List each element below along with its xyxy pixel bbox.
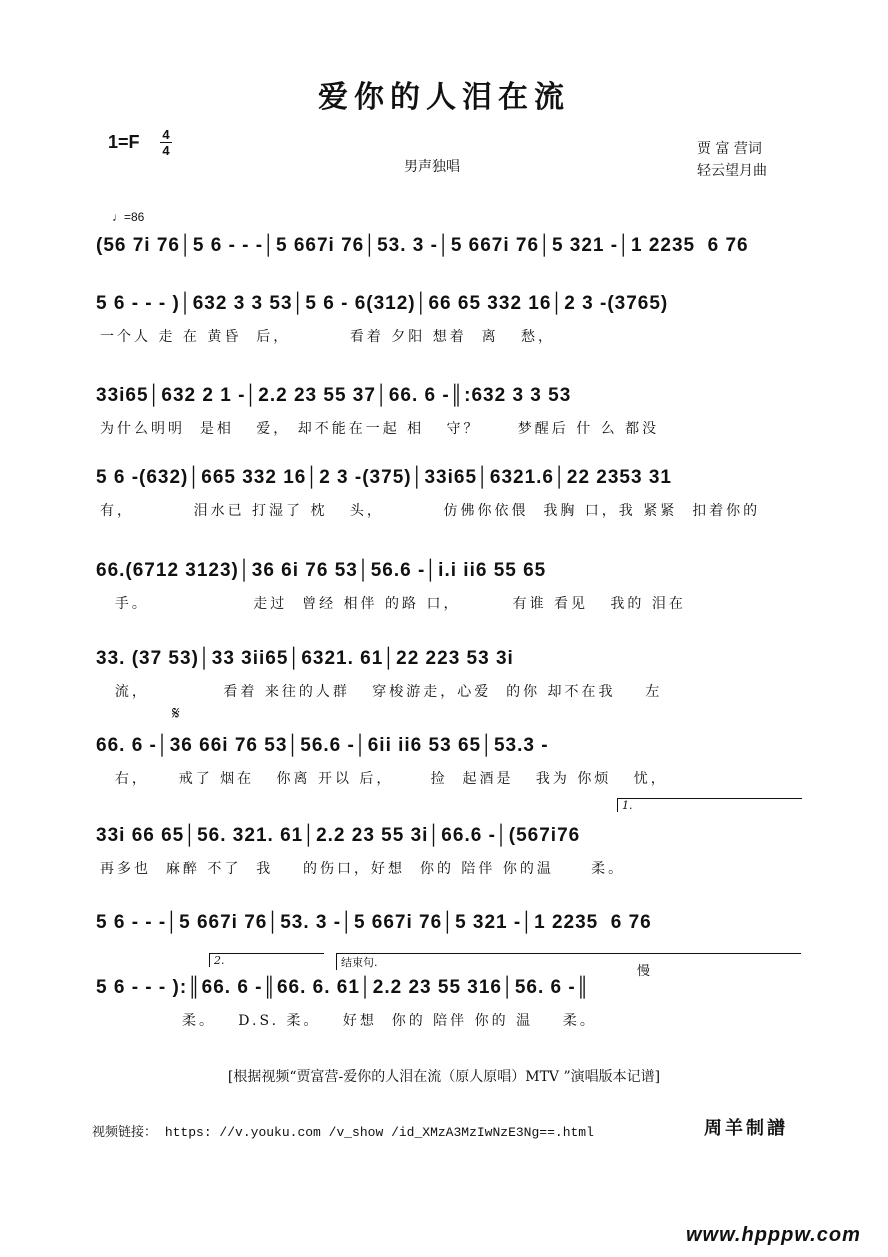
transcriber-signature: 周羊制譜: [704, 1118, 788, 1139]
staff-3: [96, 378, 808, 438]
staff-4: [96, 460, 808, 520]
video-link: [92, 1121, 594, 1140]
staff-lyrics: 柔。 D.S. 柔。 好想 你的 陪伴 你的 温 柔。: [100, 1013, 597, 1029]
staff-6: [96, 641, 808, 701]
staff-notes: 66.(6712 3123)│36 6i 76 53│56.6 -│i.i ii6 55 65: [96, 560, 547, 581]
staff-notes: 66. 6 -│36 66i 76 53│56.6 -│6ii ii6 53 65│53.3 -: [96, 735, 549, 756]
staff-lyrics: 再多也 麻醉 不了 我 的伤口，好想 你的 陪伴 你的温 柔。: [100, 861, 626, 877]
staff-lyrics: 为什么明明 是相 爱， 却不能在一起 相 守？ 梦醒后 什 么 都没: [100, 421, 660, 437]
credits: [697, 138, 767, 182]
staff-lyrics: 有， 泪水已 打湿了 枕 头， 仿佛你依偎 我胸 口，我 紧紧 扣着你的: [100, 503, 761, 519]
volta-2: 2.: [209, 953, 324, 967]
site-watermark: www.hpppw.com: [686, 1224, 861, 1246]
staff-8: [96, 818, 808, 878]
staff-lyrics: 手。 走过 曾经 相伴 的路 口， 有谁 看见 我的 泪在: [100, 596, 686, 612]
staff-notes: 33i65│632 2 1 -│2.2 23 55 37│66. 6 -║:632 3 3 53: [96, 385, 572, 406]
volta-1: 1.: [617, 798, 802, 812]
time-numerator: 4: [162, 127, 170, 142]
video-link-label: 视频链接：: [92, 1125, 158, 1140]
transcription-note: [根据视频“贾富营-爱你的人泪在流（原人原唱）MTV ”演唱版本记谱]: [227, 1069, 661, 1085]
song-title: 爱你的人泪在流: [318, 80, 570, 115]
staff-1: [96, 228, 808, 268]
staff-notes: 33i 66 65│56. 321. 61│2.2 23 55 3i│66.6 -│(567i76: [96, 825, 581, 846]
staff-notes: 33. (37 53)│33 3ii65│6321. 61│22 223 53 3i: [96, 648, 514, 669]
staff-notes: 5 6 - - - )│632 3 3 53│5 6 - 6(312)│66 65 332 16│2 3 -(3765): [96, 293, 669, 314]
staff-10: [96, 970, 808, 1030]
staff-lyrics: 一个人 走 在 黄昏 后， 看着 夕阳 想着 离 愁，: [100, 329, 556, 345]
key-signature: 1=F: [108, 132, 140, 152]
ending-marker: 结束句.: [336, 953, 801, 970]
staff-notes: (56 7i 76│5 6 - - -│5 667i 76│53. 3 -│5 667i 76│5 321 -│1 2235 6 76: [96, 235, 749, 256]
staff-lyrics: 右， 戒了 烟在 你离 开以 后， 捡 起酒是 我为 你烦 忧，: [100, 771, 668, 787]
staff-2: [96, 286, 808, 346]
slow-marker: 慢: [637, 964, 651, 979]
segno-sign: 𝄋: [172, 703, 180, 724]
staff-9: [96, 905, 808, 945]
composer: 轻云望月曲: [697, 163, 767, 179]
staff-notes: 5 6 -(632)│665 332 16│2 3 -(375)│33i65│6321.6│22 2353 31: [96, 467, 672, 488]
staff-lyrics: 流， 看着 来往的人群 穿梭游走，心爱 的你 却不在我 左: [100, 684, 663, 700]
tempo-marking: ♩=86: [112, 210, 145, 224]
time-signature: [160, 128, 172, 157]
staff-7: [96, 728, 808, 788]
staff-notes: 5 6 - - - ):║66. 6 -║66. 6. 61│2.2 23 55 316│56. 6 -║: [96, 977, 591, 998]
video-link-url[interactable]: https: //v.youku.com /v_show /id_XMzA3MzIwNzE3Ng==.html: [164, 1125, 594, 1140]
performance-type: 男声独唱: [404, 159, 460, 175]
lyricist: 贾 富 营词: [697, 141, 762, 157]
staff-notes: 5 6 - - -│5 667i 76│53. 3 -│5 667i 76│5 321 -│1 2235 6 76: [96, 912, 652, 933]
staff-5: [96, 553, 808, 613]
time-denominator: 4: [162, 143, 170, 158]
